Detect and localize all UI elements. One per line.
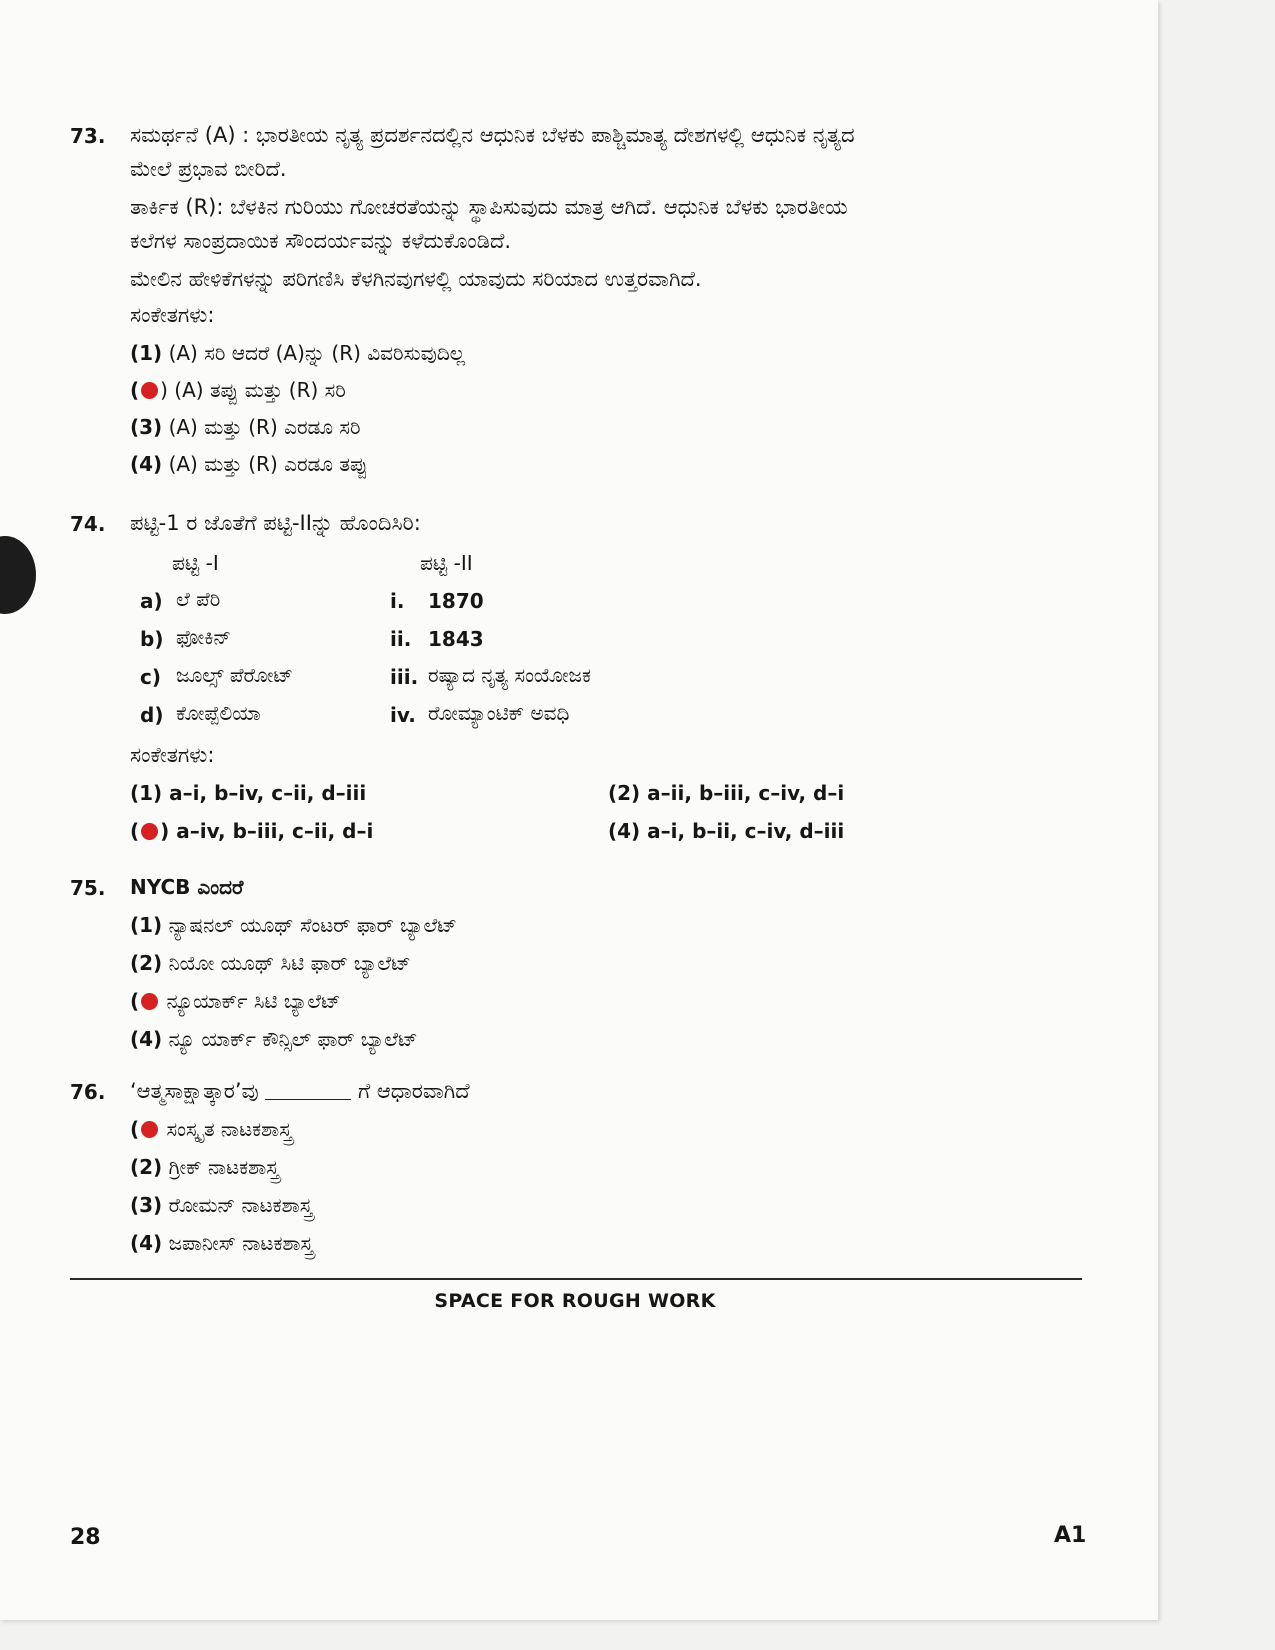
option-3-selected[interactable]	[130, 986, 341, 1016]
answer-mark-icon	[141, 823, 158, 840]
option-number: (2)	[130, 1155, 163, 1179]
option-number: (4)	[130, 452, 163, 476]
option-text: ) a–iv, b–iii, c–ii, d–i	[160, 819, 374, 843]
option-number: (4)	[130, 1231, 163, 1255]
option-text: ನ್ಯಾಷನಲ್ ಯೂಥ್ ಸೆಂಟರ್ ಫಾರ್ ಬ್ಯಾಲೆಟ್	[168, 913, 457, 937]
list-2-item: ರೋಮ್ಯಾಂಟಿಕ್ ಅವಧಿ	[428, 701, 570, 725]
option-2-selected[interactable]	[130, 375, 346, 405]
option-1-selected[interactable]	[130, 1114, 292, 1144]
list-1-key: a)	[140, 589, 163, 613]
list-1-item: ಲೆ ಪೆರಿ	[176, 587, 221, 611]
option-text: a–ii, b–iii, c–iv, d–i	[647, 781, 845, 805]
list-2-key: ii.	[390, 627, 412, 651]
option-text: ನಿಯೋ ಯೂಥ್ ಸಿಟಿ ಫಾರ್ ಬ್ಯಾಲೆಟ್	[168, 951, 411, 975]
option-4[interactable]	[130, 1228, 313, 1258]
question-number: 74.	[70, 512, 106, 536]
option-number: (	[130, 989, 140, 1013]
list-1-header: ಪಟ್ಟಿ -I	[172, 551, 219, 575]
list-2-key: iv.	[390, 703, 416, 727]
instruction-text: ಮೇಲಿನ ಹೇಳಿಕೆಗಳನ್ನು ಪರಿಗಣಿಸಿ ಕೆಳಗಿನವುಗಳಲ್ಲಿ ಯಾವುದು ಸರಿಯಾದ ಉತ್ತರವಾಗಿದೆ.	[130, 267, 702, 291]
option-text: (A) ಮತ್ತು (R) ಎರಡೂ ಸರಿ	[168, 415, 361, 439]
assertion-text: ಸಮರ್ಥನೆ (A) : ಭಾರತೀಯ ನೃತ್ಯ ಪ್ರದರ್ಶನದಲ್ಲಿನ ಆಧುನಿಕ ಬೆಳಕು ಪಾಶ್ಚಿಮಾತ್ಯ ದೇಶಗಳಲ್ಲಿ ಆಧುನಿಕ ನೃತ್ಯದ	[130, 123, 855, 147]
option-text: (A) ಮತ್ತು (R) ಎರಡೂ ತಪ್ಪು	[168, 452, 368, 476]
list-1-item: ಜೂಲ್ಸ್ ಪೆರೋಟ್	[176, 663, 294, 687]
list-1-item: ಫೋಕಿನ್	[176, 625, 232, 649]
list-2-item: 1843	[428, 627, 484, 651]
option-4[interactable]	[130, 449, 368, 479]
option-number: (	[130, 819, 140, 843]
option-text: ನ್ಯೂಯಾರ್ಕ್ ಸಿಟಿ ಬ್ಯಾಲೆಟ್	[166, 989, 341, 1013]
list-2-item: ರಷ್ಯಾದ ನೃತ್ಯ ಸಂಯೋಜಕ	[428, 663, 591, 687]
option-text: ನ್ಯೂ ಯಾರ್ಕ್ ಕೌನ್ಸಿಲ್ ಫಾರ್ ಬ್ಯಾಲೆಟ್	[168, 1027, 418, 1051]
question-number: 75.	[70, 876, 106, 900]
assertion-continued: ಮೇಲೆ ಪ್ರಭಾವ ಬೀರಿದೆ.	[130, 157, 287, 181]
set-code: A1	[1054, 1523, 1087, 1548]
answer-mark-icon	[141, 1121, 158, 1138]
option-text: a–i, b–ii, c–iv, d–iii	[647, 819, 845, 843]
divider	[70, 1278, 1082, 1280]
option-number: (1)	[130, 781, 163, 805]
option-1[interactable]	[130, 338, 465, 368]
page-number: 28	[70, 1525, 101, 1550]
option-3[interactable]	[130, 412, 361, 442]
question-text-start: ‘ಆತ್ಮಸಾಕ್ಷಾತ್ಕಾರ’ವು	[130, 1079, 259, 1103]
option-4[interactable]	[130, 1024, 418, 1054]
option-1[interactable]	[130, 910, 457, 940]
question-text-end: ಗೆ ಆಧಾರವಾಗಿದೆ	[358, 1079, 470, 1103]
fill-in-blank	[265, 1079, 351, 1100]
answer-mark-icon	[141, 993, 158, 1010]
option-text: ಜಪಾನೀಸ್ ನಾಟಕಶಾಸ್ತ್ರ	[168, 1231, 314, 1255]
option-number: (3)	[130, 1193, 163, 1217]
rough-work-heading: SPACE FOR ROUGH WORK	[434, 1290, 716, 1312]
option-number: (	[130, 378, 140, 402]
question-text	[130, 1076, 470, 1106]
option-number: (1)	[130, 341, 163, 365]
option-number: (1)	[130, 913, 163, 937]
list-1-item: ಕೋಪ್ಪೆಲಿಯಾ	[176, 701, 261, 725]
option-text: a–i, b–iv, c–ii, d–iii	[169, 781, 367, 805]
question-text: NYCB ಎಂದರೆ	[130, 875, 244, 899]
list-2-item: 1870	[428, 589, 484, 613]
codes-label: ಸಂಕೇತಗಳು:	[130, 743, 215, 767]
option-number: (2)	[608, 781, 641, 805]
option-number: (4)	[130, 1027, 163, 1051]
option-4[interactable]	[608, 816, 844, 846]
question-number: 73.	[70, 124, 106, 148]
page-edge-tab	[0, 536, 36, 614]
option-3[interactable]	[130, 1190, 313, 1220]
option-2[interactable]	[608, 778, 844, 808]
list-2-key: i.	[390, 589, 405, 613]
option-2[interactable]	[130, 1152, 279, 1182]
codes-label: ಸಂಕೇತಗಳು:	[130, 303, 215, 327]
list-2-header: ಪಟ್ಟಿ -II	[420, 551, 473, 575]
option-2[interactable]	[130, 948, 411, 978]
option-1[interactable]	[130, 778, 366, 808]
option-text: ರೋಮನ್ ನಾಟಕಶಾಸ್ತ್ರ	[168, 1193, 313, 1217]
option-text: ಸಂಸ್ಕೃತ ನಾಟಕಶಾಸ್ತ್ರ	[166, 1117, 293, 1141]
reason-text: ತಾರ್ಕಿಕ (R): ಬೆಳಕಿನ ಗುರಿಯು ಗೋಚರತೆಯನ್ನು ಸ್ಥಾಪಿಸುವುದು ಮಾತ್ರ ಆಗಿದೆ. ಆಧುನಿಕ ಬೆಳಕು ಭಾರತೀಯ	[130, 195, 848, 219]
list-1-key: c)	[140, 665, 161, 689]
question-text: ಪಟ್ಟಿ-1 ರ ಜೊತೆಗೆ ಪಟ್ಟಿ-IIನ್ನು ಹೊಂದಿಸಿರಿ:	[130, 511, 421, 535]
option-text: ) (A) ತಪ್ಪು ಮತ್ತು (R) ಸರಿ	[160, 378, 346, 402]
option-number: (	[130, 1117, 140, 1141]
option-number: (3)	[130, 415, 163, 439]
option-text: (A) ಸರಿ ಆದರೆ (A)ನ್ನು (R) ವಿವರಿಸುವುದಿಲ್ಲ	[168, 341, 466, 365]
option-3-selected[interactable]	[130, 816, 373, 846]
option-number: (4)	[608, 819, 641, 843]
question-number: 76.	[70, 1080, 106, 1104]
answer-mark-icon	[141, 382, 158, 399]
option-number: (2)	[130, 951, 163, 975]
list-2-key: iii.	[390, 665, 419, 689]
list-1-key: d)	[140, 703, 164, 727]
option-text: ಗ್ರೀಕ್ ನಾಟಕಶಾಸ್ತ್ರ	[168, 1155, 280, 1179]
list-1-key: b)	[140, 627, 164, 651]
reason-continued: ಕಲೆಗಳ ಸಾಂಪ್ರದಾಯಿಕ ಸೌಂದರ್ಯವನ್ನು ಕಳೆದುಕೊಂಡಿದೆ.	[130, 229, 512, 253]
